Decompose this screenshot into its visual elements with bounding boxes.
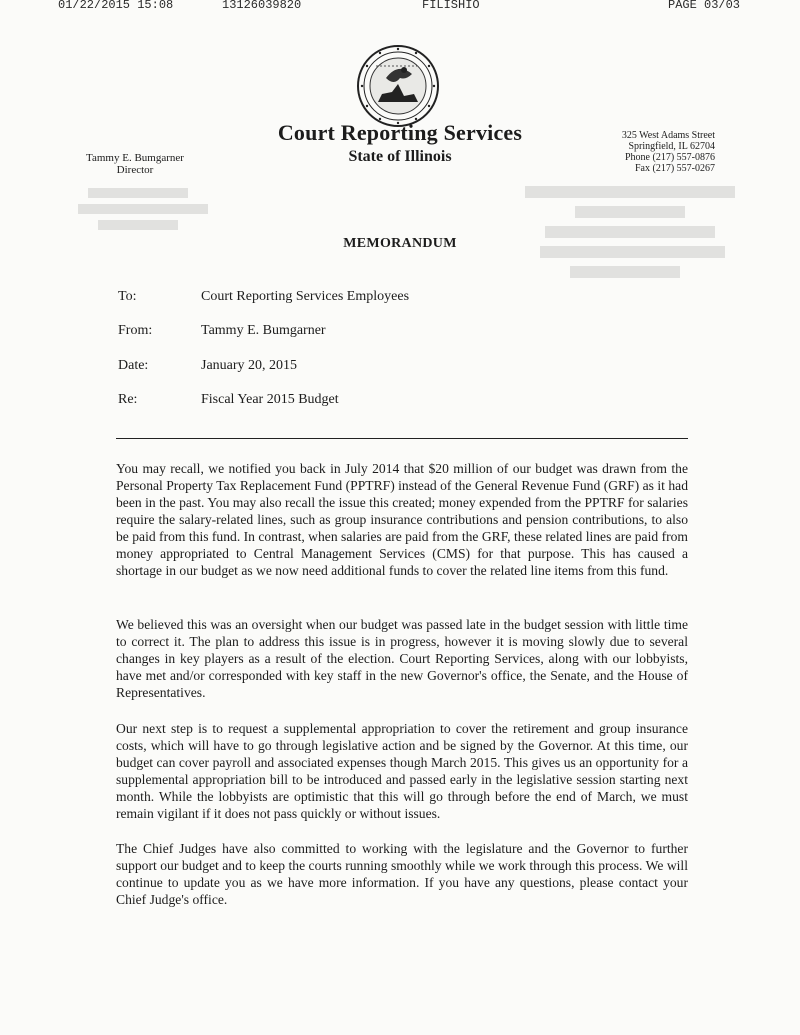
memo-date-row bbox=[118, 358, 678, 378]
memo-to-label: To: bbox=[118, 289, 137, 304]
memo-from-value: Tammy E. Bumgarner bbox=[201, 323, 326, 338]
state-seal-icon bbox=[356, 44, 440, 128]
address-fax: Fax (217) 557-0267 bbox=[635, 163, 715, 174]
director-title: Director bbox=[116, 164, 154, 176]
director-name: Tammy E. Bumgarner bbox=[86, 152, 184, 164]
office-address bbox=[560, 130, 715, 174]
header-divider bbox=[116, 438, 688, 439]
memo-heading: MEMORANDUM bbox=[343, 236, 457, 251]
organization-subtitle: State of Illinois bbox=[348, 148, 452, 165]
fax-date-time: 01/22/2015 15:08 bbox=[58, 0, 174, 12]
memo-paragraph-2: We believed this was an oversight when our budget was passed late in the budget session with little time to correct it. The plan to address this issue is in progress, however it is moving slowly due to several changes in key players as a result of the election. Court Reporting Services, along with our lobbyists, have met and/or corresponded with key staff in the new Governor's office, the Senate, and the House of Representatives. bbox=[116, 617, 688, 700]
memo-from-label: From: bbox=[118, 323, 153, 338]
memo-paragraph-3: Our next step is to request a supplemental appropriation to cover the retirement and group insurance costs, which will have to go through legislative action and be signed by the Governor. At this time, our budget can cover payroll and associated expenses though March 2015. This gives us an opportunity for a supplemental appropriation bill to be introduced and passed early in the legislative session starting next month. While the lobbyists are optimistic that this will go through before the end of March, we must remain vigilant if it does not pass quickly or without issues. bbox=[116, 721, 688, 821]
memo-to-value: Court Reporting Services Employees bbox=[201, 289, 410, 304]
memo-date-label: Date: bbox=[118, 358, 149, 373]
memo-paragraph-4: The Chief Judges have also committed to working with the legislature and the Governor to further support our budget and to keep the courts running smoothly while we work through this process. We will continue to update you as we have more information. If you have any questions, please contact your Chief Judge's office. bbox=[116, 841, 688, 907]
bleed-through-right bbox=[525, 180, 745, 280]
memo-date-value: January 20, 2015 bbox=[201, 358, 298, 373]
bleed-through-shapes-right bbox=[525, 180, 745, 280]
memo-paragraph-1: You may recall, we notified you back in July 2014 that $20 million of our budget was drawn from the Personal Property Tax Replacement Fund (PPTRF) instead of the General Revenue Fund (GRF) as it had been in the past. You may also recall the issue this created; money expended from the PPTRF for salaries require the salary-related lines, such as group insurance contributions and pension contributions, to also be paid from this fund. In contrast, when salaries are paid from the GRF, these related lines are paid from money appropriated to Central Management Services (CMS) for that purpose. This has caused a shortage in our budget as we now need additional funds to cover the related line items from this fund. bbox=[116, 461, 688, 578]
memo-subject-value: Fiscal Year 2015 Budget bbox=[201, 392, 339, 407]
fax-sender-id: FILISHIO bbox=[422, 0, 480, 12]
address-street: 325 West Adams Street bbox=[621, 130, 715, 141]
memo-subject-row bbox=[118, 392, 678, 412]
bleed-through-shapes bbox=[78, 182, 218, 232]
fax-header bbox=[0, 0, 800, 16]
fax-page-number: PAGE 03/03 bbox=[668, 0, 741, 12]
memo-subject-label: Re: bbox=[118, 392, 138, 407]
address-phone: Phone (217) 557-0876 bbox=[625, 152, 715, 163]
bleed-through-left bbox=[78, 182, 218, 232]
memo-to-row bbox=[118, 289, 678, 309]
address-city: Springfield, IL 62704 bbox=[628, 141, 715, 152]
memo-from-row bbox=[118, 323, 678, 343]
organization-title: Court Reporting Services bbox=[277, 120, 523, 145]
fax-number: 13126039820 bbox=[222, 0, 302, 12]
